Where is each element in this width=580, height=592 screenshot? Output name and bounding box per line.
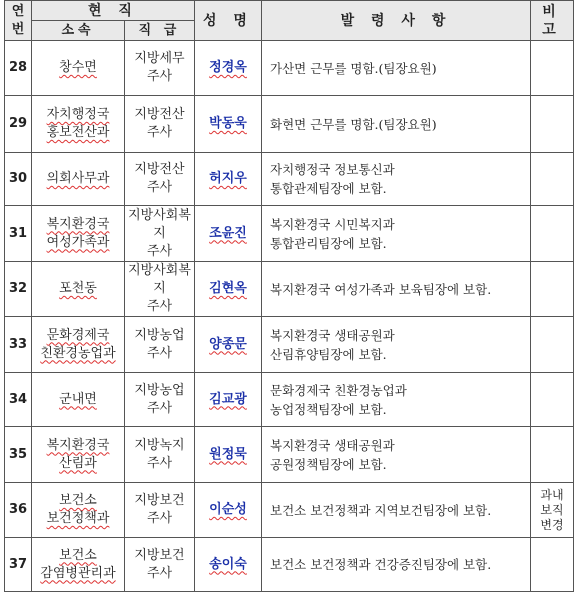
person-name xyxy=(195,538,262,592)
row-number: 37 xyxy=(5,538,32,592)
grade-cell xyxy=(125,96,195,153)
row-number: 34 xyxy=(5,373,32,427)
table-row xyxy=(5,427,574,483)
person-name xyxy=(195,153,262,206)
note-cell xyxy=(531,41,574,96)
note-line: 변경 xyxy=(540,517,564,532)
department-line: 홍보전산과 xyxy=(46,125,110,140)
header-serial-line2: 번 xyxy=(11,21,25,37)
grade-line: 주사 xyxy=(146,511,173,526)
header-note: 비 고 xyxy=(531,1,574,41)
header-order: 발 령 사 항 xyxy=(262,1,531,41)
table-row xyxy=(5,317,574,373)
order-cell xyxy=(262,206,531,262)
row-number: 29 xyxy=(5,96,32,153)
order-cell xyxy=(262,262,531,317)
header-name: 성 명 xyxy=(195,1,262,41)
row-number: 28 xyxy=(5,41,32,96)
order-line: 복지환경국 여성가족과 보육팀장에 보함. xyxy=(270,281,492,297)
note-cell xyxy=(531,427,574,483)
department-line: 창수면 xyxy=(59,60,97,75)
table-row xyxy=(5,206,574,262)
note-cell xyxy=(531,317,574,373)
person-name-text: 김현옥 xyxy=(209,281,247,296)
department-line: 친환경농업과 xyxy=(40,345,116,361)
department-line: 여성가족과 xyxy=(46,234,110,250)
person-name-text: 김교광 xyxy=(209,391,247,407)
row-number: 32 xyxy=(5,262,32,317)
order-line: 보건소 보건정책과 지역보건팀장에 보함. xyxy=(270,502,492,518)
order-line: 공원정책팀장에 보함. xyxy=(270,456,387,472)
order-line: 문화경제국 친환경농업과 xyxy=(270,382,407,398)
person-name xyxy=(195,373,262,427)
grade-line: 주사 xyxy=(146,400,173,416)
person-name-text: 정경옥 xyxy=(209,60,247,75)
department-line: 포천동 xyxy=(59,281,97,296)
department-line: 복지환경국 xyxy=(46,437,110,453)
grade-cell xyxy=(125,206,195,262)
department-line: 감염병관리과 xyxy=(40,565,116,581)
order-cell xyxy=(262,483,531,538)
person-name xyxy=(195,483,262,538)
department-cell xyxy=(32,41,125,96)
person-name xyxy=(195,262,262,317)
person-name-text: 원정묵 xyxy=(209,446,247,462)
department-line: 군내면 xyxy=(59,391,97,407)
order-cell xyxy=(262,153,531,206)
order-line: 복지환경국 생태공원과 xyxy=(270,327,395,343)
person-name-text: 허지우 xyxy=(209,171,247,186)
grade-line: 주사 xyxy=(146,455,173,471)
table-row xyxy=(5,538,574,592)
order-line: 산림휴양팀장에 보함. xyxy=(270,346,387,362)
grade-cell xyxy=(125,41,195,96)
department-line: 의회사무과 xyxy=(46,171,110,186)
order-line: 농업정책팀장에 보함. xyxy=(270,401,387,417)
note-cell xyxy=(531,96,574,153)
person-name-text: 이순성 xyxy=(209,502,247,517)
header-grade: 직 급 xyxy=(125,21,195,41)
order-cell xyxy=(262,427,531,483)
order-cell xyxy=(262,538,531,592)
order-line: 통합관제팀장에 보함. xyxy=(270,181,387,196)
order-line: 통합관리팀장에 보함. xyxy=(270,235,387,251)
table-row xyxy=(5,262,574,317)
grade-line: 지방전산 xyxy=(134,107,185,122)
person-name xyxy=(195,41,262,96)
note-cell xyxy=(531,373,574,427)
grade-cell xyxy=(125,427,195,483)
department-line: 보건정책과 xyxy=(46,511,110,526)
header-department: 소속 xyxy=(32,21,125,41)
header-serial-number xyxy=(5,1,32,41)
grade-line: 지방사회복지 xyxy=(128,263,191,296)
grade-line: 지방보건 xyxy=(134,547,185,563)
grade-line: 주사 xyxy=(146,345,173,361)
row-number: 36 xyxy=(5,483,32,538)
note-cell xyxy=(531,538,574,592)
department-cell xyxy=(32,538,125,592)
order-line: 복지환경국 시민복지과 xyxy=(270,216,395,232)
note-cell xyxy=(531,483,574,538)
grade-line: 지방사회복지 xyxy=(128,207,191,241)
department-cell xyxy=(32,483,125,538)
person-name-text: 양종문 xyxy=(209,336,247,352)
table-row xyxy=(5,153,574,206)
department-line: 문화경제국 xyxy=(46,327,110,343)
grade-line: 주사 xyxy=(146,69,173,84)
grade-cell xyxy=(125,262,195,317)
note-cell xyxy=(531,262,574,317)
note-line: 보직 xyxy=(540,502,564,517)
order-line: 자치행정국 정보통신과 xyxy=(270,162,395,177)
table-row xyxy=(5,483,574,538)
table-row xyxy=(5,373,574,427)
table-row xyxy=(5,96,574,153)
table-row xyxy=(5,41,574,96)
header-serial-line1: 연 xyxy=(11,3,25,19)
department-cell xyxy=(32,262,125,317)
department-cell xyxy=(32,96,125,153)
person-name-text: 조윤진 xyxy=(209,225,247,241)
order-cell xyxy=(262,317,531,373)
grade-line: 주사 xyxy=(146,299,173,314)
grade-cell xyxy=(125,317,195,373)
department-line: 보건소 xyxy=(59,493,97,508)
grade-line: 지방농업 xyxy=(134,327,185,343)
row-number: 31 xyxy=(5,206,32,262)
grade-line: 주사 xyxy=(146,565,173,581)
note-cell xyxy=(531,153,574,206)
note-line: 과내 xyxy=(540,487,564,502)
grade-line: 주사 xyxy=(146,243,173,259)
person-name xyxy=(195,96,262,153)
row-number: 30 xyxy=(5,153,32,206)
grade-line: 주사 xyxy=(146,125,173,140)
department-cell xyxy=(32,427,125,483)
order-cell xyxy=(262,41,531,96)
person-name xyxy=(195,427,262,483)
department-cell xyxy=(32,317,125,373)
order-cell xyxy=(262,373,531,427)
person-name-text: 박동욱 xyxy=(209,116,247,131)
order-line: 가산면 근무를 명함.(팀장요원) xyxy=(270,60,437,76)
department-cell xyxy=(32,153,125,206)
order-line: 복지환경국 생태공원과 xyxy=(270,437,395,453)
person-name-text: 송이숙 xyxy=(209,556,247,572)
grade-cell xyxy=(125,538,195,592)
department-line: 복지환경국 xyxy=(46,216,110,232)
department-line: 자치행정국 xyxy=(46,107,110,122)
person-name xyxy=(195,317,262,373)
department-line: 보건소 xyxy=(59,547,97,563)
grade-line: 지방녹지 xyxy=(134,437,185,453)
grade-line: 지방세무 xyxy=(134,51,185,66)
grade-cell xyxy=(125,373,195,427)
grade-line: 지방보건 xyxy=(134,493,185,508)
grade-line: 지방전산 xyxy=(134,162,185,177)
order-line: 화현면 근무를 명함.(팀장요원) xyxy=(270,116,437,132)
grade-cell xyxy=(125,483,195,538)
row-number: 33 xyxy=(5,317,32,373)
person-name xyxy=(195,206,262,262)
department-cell xyxy=(32,373,125,427)
order-line: 보건소 보건정책과 건강증진팀장에 보함. xyxy=(270,557,492,572)
grade-line: 지방농업 xyxy=(134,382,185,398)
department-line: 산림과 xyxy=(59,455,97,471)
personnel-order-table xyxy=(4,0,574,592)
table-body xyxy=(5,41,574,592)
row-number: 35 xyxy=(5,427,32,483)
department-cell xyxy=(32,206,125,262)
grade-cell xyxy=(125,153,195,206)
order-cell xyxy=(262,96,531,153)
header-current-position: 현 직 xyxy=(32,1,195,21)
note-cell xyxy=(531,206,574,262)
grade-line: 주사 xyxy=(146,180,173,195)
